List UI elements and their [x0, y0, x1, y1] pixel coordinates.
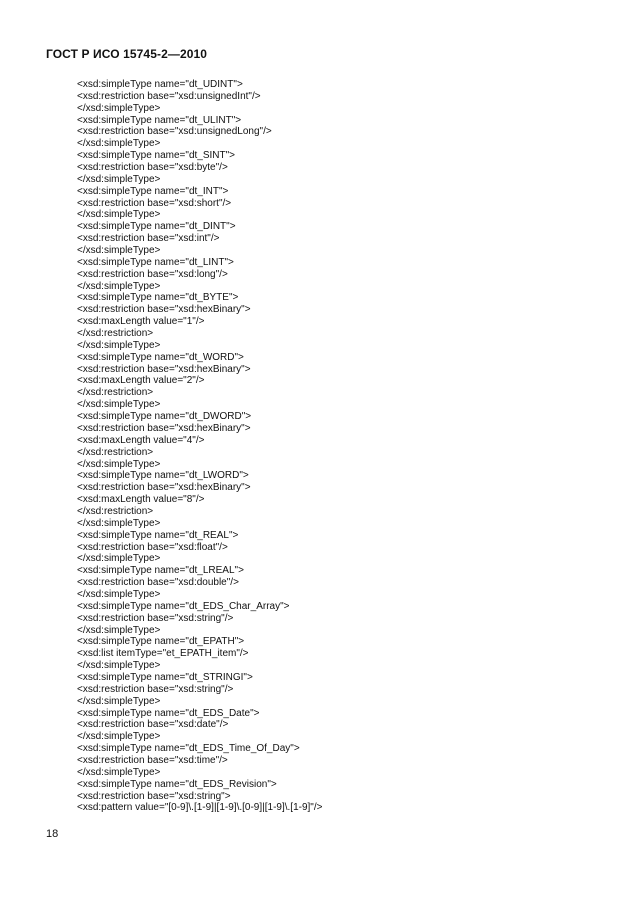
code-line: <xsd:maxLength value="4"/>: [77, 434, 205, 446]
code-line: </xsd:simpleType>: [77, 588, 161, 600]
code-line: <xsd:restriction base="xsd:float"/>: [77, 541, 228, 553]
code-line: <xsd:simpleType name="dt_LINT">: [77, 256, 234, 268]
code-line: </xsd:simpleType>: [77, 731, 161, 743]
code-line: <xsd:simpleType name="dt_INT">: [77, 185, 229, 197]
page-number: 18: [46, 828, 59, 840]
code-line: <xsd:restriction base="xsd:long"/>: [77, 268, 228, 280]
code-line: <xsd:pattern value="[0-9]\.[1-9]|[1-9]\.[0-9]|[1-9]\.[1-9]"/>: [77, 802, 323, 814]
code-line: <xsd:restriction base="xsd:unsignedInt"/>: [77, 90, 261, 102]
code-line: <xsd:simpleType name="dt_LREAL">: [77, 565, 244, 577]
code-line: <xsd:simpleType name="dt_BYTE">: [77, 292, 239, 304]
code-line: <xsd:simpleType name="dt_STRINGI">: [77, 671, 253, 683]
code-line: </xsd:simpleType>: [77, 766, 161, 778]
code-line: <xsd:simpleType name="dt_EDS_Time_Of_Day">: [77, 743, 300, 755]
code-line: </xsd:simpleType>: [77, 280, 161, 292]
xml-schema-listing: [77, 79, 322, 814]
code-line: </xsd:simpleType>: [77, 339, 161, 351]
code-line: <xsd:simpleType name="dt_EDS_Char_Array">: [77, 600, 290, 612]
code-line: <xsd:restriction base="xsd:time"/>: [77, 754, 228, 766]
code-line: <xsd:restriction base="xsd:date"/>: [77, 719, 229, 731]
code-line: <xsd:simpleType name="dt_DINT">: [77, 221, 236, 233]
code-line: </xsd:simpleType>: [77, 399, 161, 411]
code-line: <xsd:list itemType="et_EPATH_item"/>: [77, 648, 249, 660]
code-line: </xsd:restriction>: [77, 505, 154, 517]
code-line: <xsd:restriction base="xsd:byte"/>: [77, 162, 228, 174]
code-line: <xsd:restriction base="xsd:string"/>: [77, 683, 234, 695]
code-line: <xsd:simpleType name="dt_EDS_Date">: [77, 707, 260, 719]
code-line: </xsd:simpleType>: [77, 245, 161, 257]
code-line: <xsd:restriction base="xsd:hexBinary">: [77, 363, 251, 375]
code-line: <xsd:simpleType name="dt_REAL">: [77, 529, 239, 541]
page-header: ГОСТ Р ИСО 15745-2—2010: [46, 47, 208, 61]
code-line: <xsd:simpleType name="dt_EDS_Revision">: [77, 778, 277, 790]
code-line: </xsd:simpleType>: [77, 553, 161, 565]
code-line: <xsd:restriction base="xsd:double"/>: [77, 577, 239, 589]
code-line: </xsd:restriction>: [77, 328, 154, 340]
code-line: <xsd:restriction base="xsd:string"/>: [77, 612, 234, 624]
code-line: <xsd:simpleType name="dt_DWORD">: [77, 411, 252, 423]
code-line: </xsd:simpleType>: [77, 209, 161, 221]
code-line: <xsd:restriction base="xsd:hexBinary">: [77, 304, 251, 316]
code-line: <xsd:restriction base="xsd:string">: [77, 790, 231, 802]
code-line: </xsd:simpleType>: [77, 173, 161, 185]
code-line: <xsd:maxLength value="2"/>: [77, 375, 205, 387]
code-line: <xsd:simpleType name="dt_LWORD">: [77, 470, 249, 482]
code-line: </xsd:restriction>: [77, 446, 154, 458]
code-line: <xsd:restriction base="xsd:unsignedLong"/>: [77, 126, 272, 138]
code-line: </xsd:simpleType>: [77, 102, 161, 114]
code-line: <xsd:simpleType name="dt_UDINT">: [77, 79, 243, 90]
code-line: </xsd:restriction>: [77, 387, 154, 399]
code-line: <xsd:simpleType name="dt_EPATH">: [77, 636, 245, 648]
code-line: </xsd:simpleType>: [77, 695, 161, 707]
code-line: <xsd:simpleType name="dt_ULINT">: [77, 114, 242, 126]
code-line: <xsd:maxLength value="1"/>: [77, 316, 205, 328]
code-line: </xsd:simpleType>: [77, 624, 161, 636]
code-line: <xsd:simpleType name="dt_SINT">: [77, 150, 236, 162]
code-line: </xsd:simpleType>: [77, 138, 161, 150]
code-line: <xsd:maxLength value="8"/>: [77, 494, 205, 506]
code-line: </xsd:simpleType>: [77, 517, 161, 529]
code-line: <xsd:restriction base="xsd:hexBinary">: [77, 482, 251, 494]
code-line: <xsd:restriction base="xsd:int"/>: [77, 233, 220, 245]
code-line: </xsd:simpleType>: [77, 458, 161, 470]
code-line: <xsd:restriction base="xsd:hexBinary">: [77, 422, 251, 434]
code-line: <xsd:simpleType name="dt_WORD">: [77, 351, 244, 363]
code-line: </xsd:simpleType>: [77, 660, 161, 672]
code-line: <xsd:restriction base="xsd:short"/>: [77, 197, 232, 209]
